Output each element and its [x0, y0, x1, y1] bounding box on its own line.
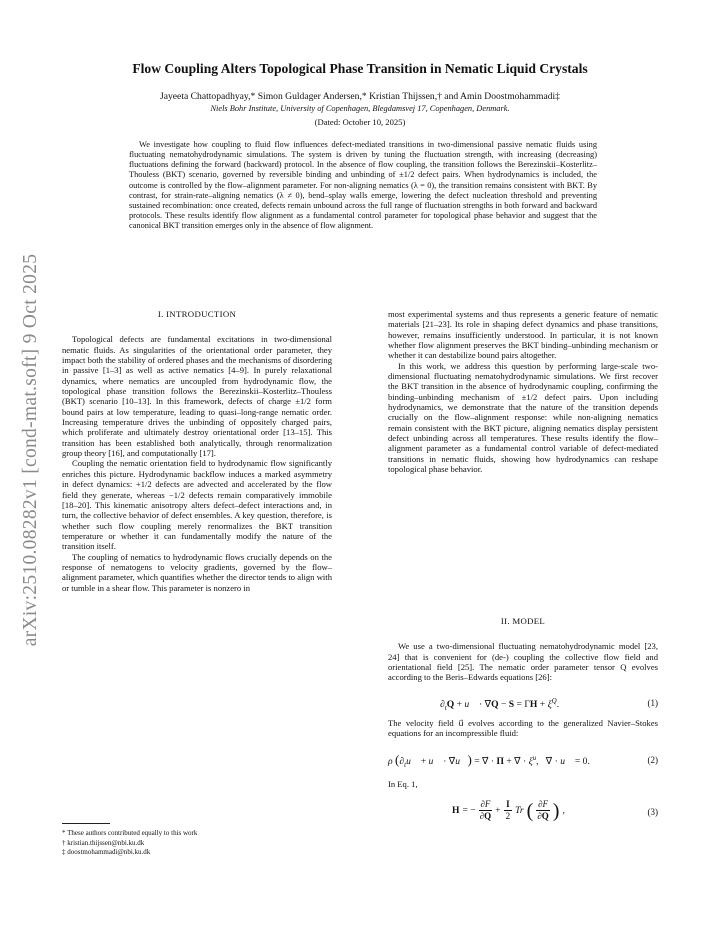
- equation-2: ρ ($\partial_tu⃗$ + u⃗ · ∇⃗u⃗) = ∇⃗ · Π + ∇⃗ · $\xi^u$, ∇⃗ · u⃗ = 0. (2): [388, 752, 658, 769]
- equation-3-number: (3): [647, 807, 658, 817]
- equation-2-number: (2): [647, 755, 658, 765]
- equation-1-number: (1): [647, 698, 658, 708]
- equation-3: H = − ∂F ∂Q + I 2 Tr ( ∂F ∂Q ) , (3): [452, 799, 658, 822]
- intro-paragraph-5: In this work, we address this question by performing large-scale two-dimensional fluctuating nematohydrodynamic simulations. We first recover the BKT transition in the absence of hydrodynamic coupling, confirming the binding–unbinding mechanism of ±1/2 defect pairs. Upon including hydrodynamics, we demonstrate that the nature of the transition depends crucially on the flow–alignment response: while non-aligning nematics remain consistent with the BKT picture, aligning nematics display persistent defect unbinding across all temperatures. These results identify the flow–alignment parameter as a fundamental control variable of defect-mediated transitions in nematic fluids, showing how hydrodynamics can reshape topological phase behavior.: [388, 360, 658, 475]
- arxiv-stamp: [16, 230, 46, 670]
- footnote-email-doostmohammadi: ‡ doostmohammadi@nbi.ku.dk: [62, 848, 151, 857]
- model-heading: II. MODEL: [500, 616, 546, 626]
- intro-paragraph-3: The coupling of nematics to hydrodynamic flows crucially depends on the response of nematogens to velocity gradients, governed by the flow–alignment parameter, which quantifies whether the director tends to align with or tumble in a shear flow. This parameter is nonzero in: [62, 551, 332, 593]
- model-paragraph-1: We use a two-dimensional fluctuating nematohydrodynamic model [23, 24] that is convenient for (de-) coupling the collective flow field and orientational field [25]. The nematic order parameter tensor Q evolves according to the Beris–Edwards equations [26]:: [388, 641, 658, 683]
- model-paragraph-3: In Eq. 1,: [388, 779, 418, 789]
- arxiv-stamp-text: arXiv:2510.08282v1 [cond-mat.soft] 9 Oct 2025: [20, 253, 41, 647]
- left-column: [62, 309, 332, 593]
- footnotes: [62, 829, 332, 858]
- intro-paragraph-2: Coupling the nematic orientation field to hydrodynamic flow significantly enriches this picture. Hydrodynamic backflow induces a marked asymmetry in defect dynamics: +1/2 defects are advected and accelerated by the flow field they generate, whereas −1/2 defects remain comparatively immobile [18–20]. This kinematic anisotropy alters defect–defect interactions and, in turn, the collective behavior of defect ensembles. A key question, therefore, is whether such flow coupling merely renormalizes the BKT transition temperature or whether it can fundamentally modify the nature of the transition itself.: [62, 458, 332, 552]
- intro-paragraph-4: most experimental systems and thus represents a generic feature of nematic materials [21–23]. Its role in shaping defect dynamics and phase transitions, however, remains insufficiently understood. In particular, it is not known whether flow alignment preserves the BKT binding–unbinding mechanism or whether it can destabilize bound pairs altogether.: [388, 309, 658, 361]
- paper-title: Flow Coupling Alters Topological Phase Transition in Nematic Liquid Crystals: [132, 61, 588, 76]
- date-line: (Dated: October 10, 2025): [314, 117, 406, 127]
- right-column: [388, 309, 658, 475]
- author-list: Jayeeta Chattopadhyay,* Simon Guldager Andersen,* Kristian Thijssen,† and Amin Doostmohammadi‡: [160, 91, 560, 102]
- affiliation: Niels Bohr Institute, University of Copenhagen, Blegdamsvej 17, Copenhagen, Denmark.: [210, 104, 510, 113]
- model-section: [388, 616, 658, 683]
- model-text-3: [388, 779, 658, 789]
- intro-paragraph-1: Topological defects are fundamental excitations in two-dimensional nematic fluids. As singularities of the orientational order parameter, they impact both the stability of ordered phases and the mechanisms of disordering in passive [1–3] as well as active nematics [4–9]. In purely relaxational dynamics, where nematics are uncoupled from hydrodynamic flow, the topological phase transition follows the Berezinskii–Kosterlitz–Thouless (BKT) scenario [10–13]. In this framework, defects of charge ±1/2 form bound pairs at low temperature, leading to quasi–long-range nematic order. Increasing temperature drives the unbinding of oppositely charged pairs, which proliferate and ultimately destroy orientational order [13–15]. This transition has been established both analytically, through renormalization group theory [16], and computationally [17].: [62, 334, 332, 459]
- equation-1: $\partial_tQ$ + u⃗ · ∇⃗Q − $S = \Gamma H + \xi^Q$. (1): [440, 697, 658, 713]
- footnote-rule: [62, 823, 110, 824]
- intro-heading: I. INTRODUCTION: [157, 309, 237, 319]
- footnote-email-thijssen: † kristian.thijssen@nbi.ku.dk: [62, 838, 145, 847]
- model-paragraph-2: The velocity field u⃗ evolves according to the generalized Navier–Stokes equations for an incompressible fluid:: [388, 718, 658, 739]
- model-text-2: [388, 718, 658, 739]
- abstract: We investigate how coupling to fluid flow influences defect-mediated transitions in two-dimensional passive nematic fluids using fluctuating nematohydrodynamic simulations. The system is driven by tuning the fluctuation strength, with increasing (decreasing) fluctuations defining the forward (backward) protocol. In the absence of flow coupling, the transition follows the Berezinskii–Kosterlitz–Thouless (BKT) scenario, governed by reversible binding and unbinding of ±1/2 defect pairs. When hydrodynamics is included, the outcome is controlled by the flow–alignment parameter. For non-aligning nematics (λ = 0), the transition remains consistent with BKT. By contrast, for strain-rate–aligning nematics (λ ≠ 0), bend–splay walls emerge, lowering the defect nucleation threshold and preventing sustained recombination: once created, defects remain unbound across the full range of fluctuation strengths in both forward and backward protocols. These results identify flow alignment as a fundamental control parameter for topological phase behavior and suggest that the canonical BKT transition emerges only in the absence of flow alignment.: [129, 140, 597, 231]
- footnote-equal-contribution: * These authors contributed equally to this work: [62, 829, 198, 837]
